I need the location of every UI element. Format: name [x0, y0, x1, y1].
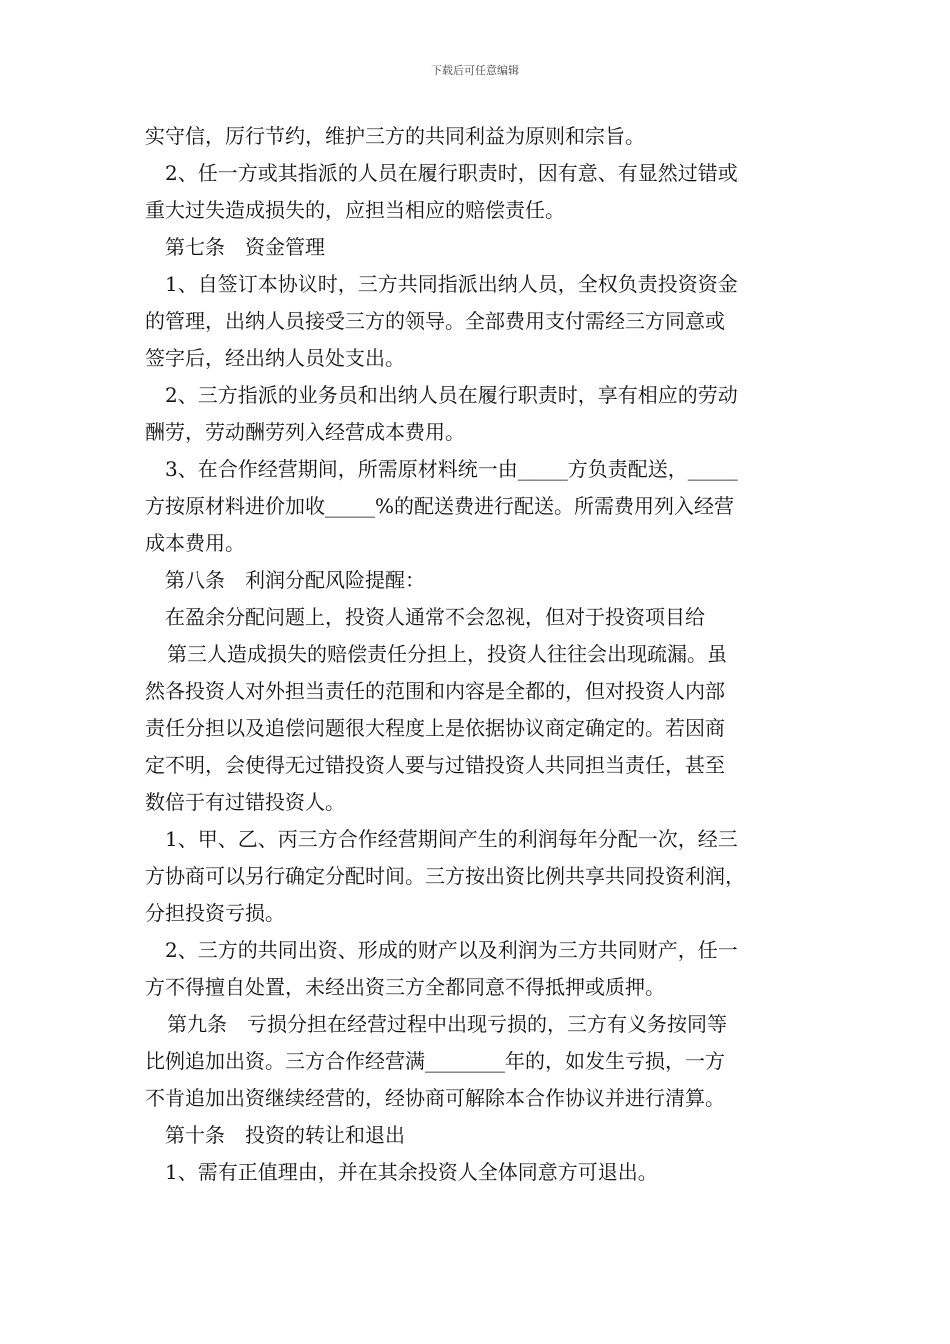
- text-line: 方按原材料进价加收_____%的配送费进行配送。所需费用列入经营: [145, 494, 735, 518]
- text-line: 重大过失造成损失的，应担当相应的赔偿责任。: [145, 198, 565, 222]
- text-line: 不肯追加出资继续经营的，经协商可解除本合作协议并进行清算。: [145, 1086, 725, 1110]
- text-line: 方协商可以另行确定分配时间。三方按出资比例共享共同投资利润，: [145, 864, 745, 888]
- text-line: 3、在合作经营期间，所需原材料统一由_____方负责配送，_____: [165, 457, 738, 481]
- text-line: 酬劳，劳动酬劳列入经营成本费用。: [145, 420, 465, 444]
- document-body: [145, 118, 807, 1191]
- text-line: 第八条 利润分配风险提醒：: [165, 568, 425, 592]
- text-line: 2、三方的共同出资、形成的财产以及利润为三方共同财产，任一: [165, 938, 738, 962]
- text-line: 方不得擅自处置，未经出资三方全都同意不得抵押或质押。: [145, 975, 665, 999]
- text-line: 成本费用。: [145, 531, 245, 555]
- text-line: 1、自签订本协议时，三方共同指派出纳人员，全权负责投资资金: [165, 272, 738, 296]
- text-line: 签字后，经出纳人员处支出。: [145, 346, 405, 370]
- text-line: 2、三方指派的业务员和出纳人员在履行职责时，享有相应的劳动: [165, 383, 738, 407]
- text-line: 的管理，出纳人员接受三方的领导。全部费用支付需经三方同意或: [145, 309, 725, 333]
- text-line: 1、甲、乙、丙三方合作经营期间产生的利润每年分配一次，经三: [165, 827, 738, 851]
- text-line: 第三人造成损失的赔偿责任分担上，投资人往往会出现疏漏。虽: [167, 642, 727, 666]
- text-line: 第七条 资金管理: [165, 235, 325, 259]
- text-line: 然各投资人对外担当责任的范围和内容是全都的，但对投资人内部: [145, 679, 725, 703]
- text-line: 分担投资亏损。: [145, 901, 285, 925]
- text-line: 数倍于有过错投资人。: [145, 790, 345, 814]
- text-line: 比例追加出资。三方合作经营满________年的，如发生亏损，一方: [145, 1049, 725, 1073]
- text-line: 在盈余分配问题上，投资人通常不会忽视，但对于投资项目给: [165, 605, 705, 629]
- text-line: 责任分担以及追偿问题很大程度上是依据协议商定确定的。若因商: [145, 716, 725, 740]
- text-line: 1、需有正值理由，并在其余投资人全体同意方可退出。: [165, 1160, 658, 1184]
- page-header: 下载后可任意编辑: [431, 64, 519, 77]
- text-line: 2、任一方或其指派的人员在履行职责时，因有意、有显然过错或: [165, 161, 738, 185]
- text-line: 第十条 投资的转让和退出: [165, 1123, 405, 1147]
- text-line: 实守信，厉行节约，维护三方的共同利益为原则和宗旨。: [145, 124, 645, 148]
- text-line: 定不明，会使得无过错投资人要与过错投资人共同担当责任，甚至: [145, 753, 725, 777]
- text-line: 第九条 亏损分担在经营过程中出现亏损的，三方有义务按同等: [167, 1012, 727, 1036]
